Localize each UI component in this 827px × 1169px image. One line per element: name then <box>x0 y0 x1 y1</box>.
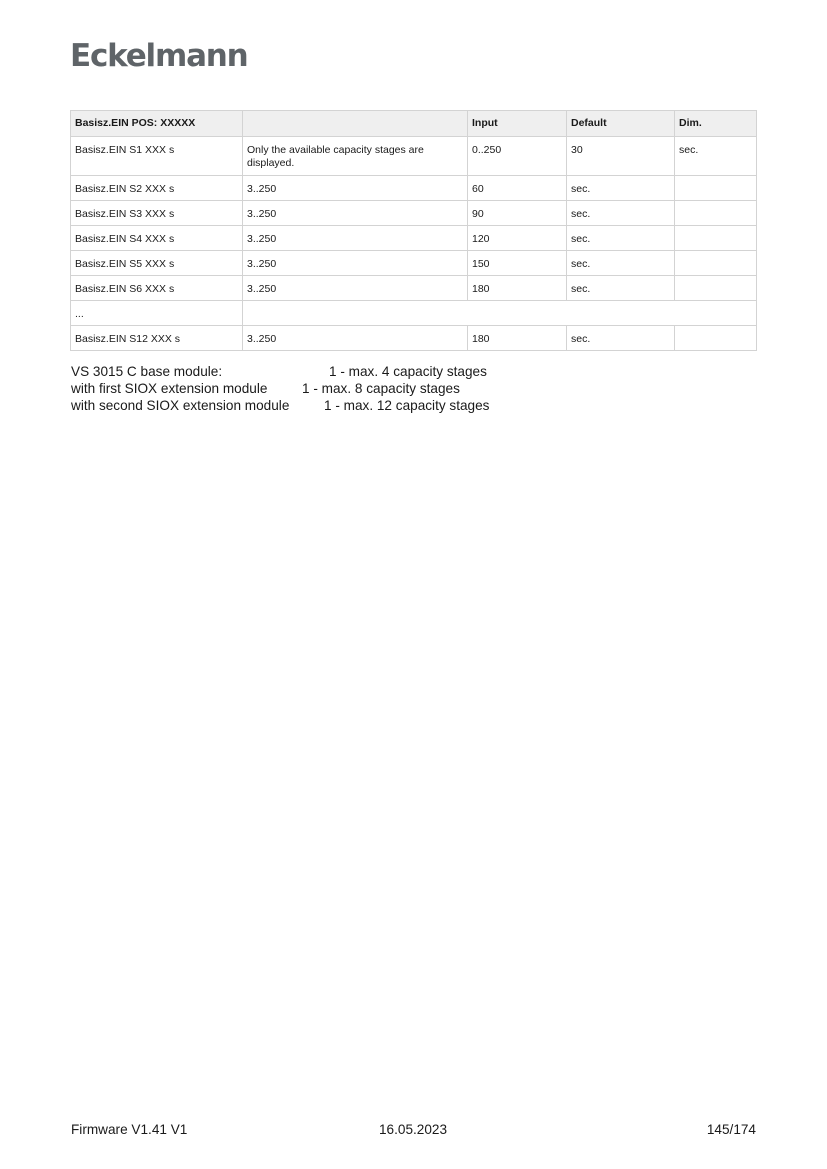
table-row-ellipsis <box>71 301 757 326</box>
table-header-row <box>71 111 757 137</box>
table-cell: Basisz.EIN S6 XXX s <box>71 276 243 301</box>
table-cell: 120 <box>468 226 567 251</box>
table-cell: 3..250 <box>243 276 468 301</box>
table-cell: sec. <box>567 276 675 301</box>
table-cell <box>675 276 757 301</box>
note-line <box>71 397 490 414</box>
table-row <box>71 326 757 351</box>
note-value: 1 - max. 4 capacity stages <box>329 364 487 379</box>
table-cell: sec. <box>567 326 675 351</box>
table-cell: 60 <box>468 176 567 201</box>
table-header-cell: Basisz.EIN POS: XXXXX <box>71 111 243 137</box>
table-cell: sec. <box>567 226 675 251</box>
table-cell: 150 <box>468 251 567 276</box>
table-row <box>71 251 757 276</box>
note-label: with first SIOX extension module <box>71 381 268 396</box>
table-cell <box>243 301 757 326</box>
table-cell <box>675 326 757 351</box>
table-cell: 3..250 <box>243 201 468 226</box>
table-row <box>71 201 757 226</box>
eckelmann-logo: Eckelmann <box>70 38 248 74</box>
table-cell: 30 <box>567 137 675 176</box>
table-cell: ... <box>71 301 243 326</box>
note-line <box>71 363 487 380</box>
table-cell: Basisz.EIN S3 XXX s <box>71 201 243 226</box>
table-cell: 0..250 <box>468 137 567 176</box>
table-cell: sec. <box>675 137 757 176</box>
capacity-stage-notes <box>71 363 490 414</box>
note-line <box>71 380 460 397</box>
parameter-table <box>70 110 757 351</box>
table-cell: 3..250 <box>243 251 468 276</box>
table-header-cell <box>243 111 468 137</box>
table-cell <box>675 226 757 251</box>
table-cell: Basisz.EIN S4 XXX s <box>71 226 243 251</box>
table-cell: sec. <box>567 176 675 201</box>
table-cell: Only the available capacity stages are displayed. <box>243 137 468 176</box>
table-cell: 3..250 <box>243 176 468 201</box>
table-cell: Basisz.EIN S1 XXX s <box>71 137 243 176</box>
table-cell: 3..250 <box>243 226 468 251</box>
table-cell <box>675 201 757 226</box>
table-cell: 3..250 <box>243 326 468 351</box>
table-header-cell: Dim. <box>675 111 757 137</box>
table-cell: Basisz.EIN S12 XXX s <box>71 326 243 351</box>
table-cell: sec. <box>567 251 675 276</box>
table-cell <box>675 251 757 276</box>
table-cell: 180 <box>468 326 567 351</box>
table-cell: sec. <box>567 201 675 226</box>
table-header-cell: Input <box>468 111 567 137</box>
firmware-version: Firmware V1.41 V1 <box>71 1122 188 1137</box>
note-label: VS 3015 C base module: <box>71 364 223 379</box>
table-cell <box>675 176 757 201</box>
table-row <box>71 276 757 301</box>
table-cell: Basisz.EIN S5 XXX s <box>71 251 243 276</box>
table-cell: 90 <box>468 201 567 226</box>
note-label: with second SIOX extension module <box>71 398 290 413</box>
note-value: 1 - max. 12 capacity stages <box>324 398 490 413</box>
table-header-cell: Default <box>567 111 675 137</box>
table-cell: Basisz.EIN S2 XXX s <box>71 176 243 201</box>
table-cell: 180 <box>468 276 567 301</box>
table-row <box>71 226 757 251</box>
document-date: 16.05.2023 <box>379 1122 448 1137</box>
note-value: 1 - max. 8 capacity stages <box>302 381 460 396</box>
page-number: 145/174 <box>706 1122 756 1137</box>
table-row <box>71 137 757 176</box>
table-row <box>71 176 757 201</box>
